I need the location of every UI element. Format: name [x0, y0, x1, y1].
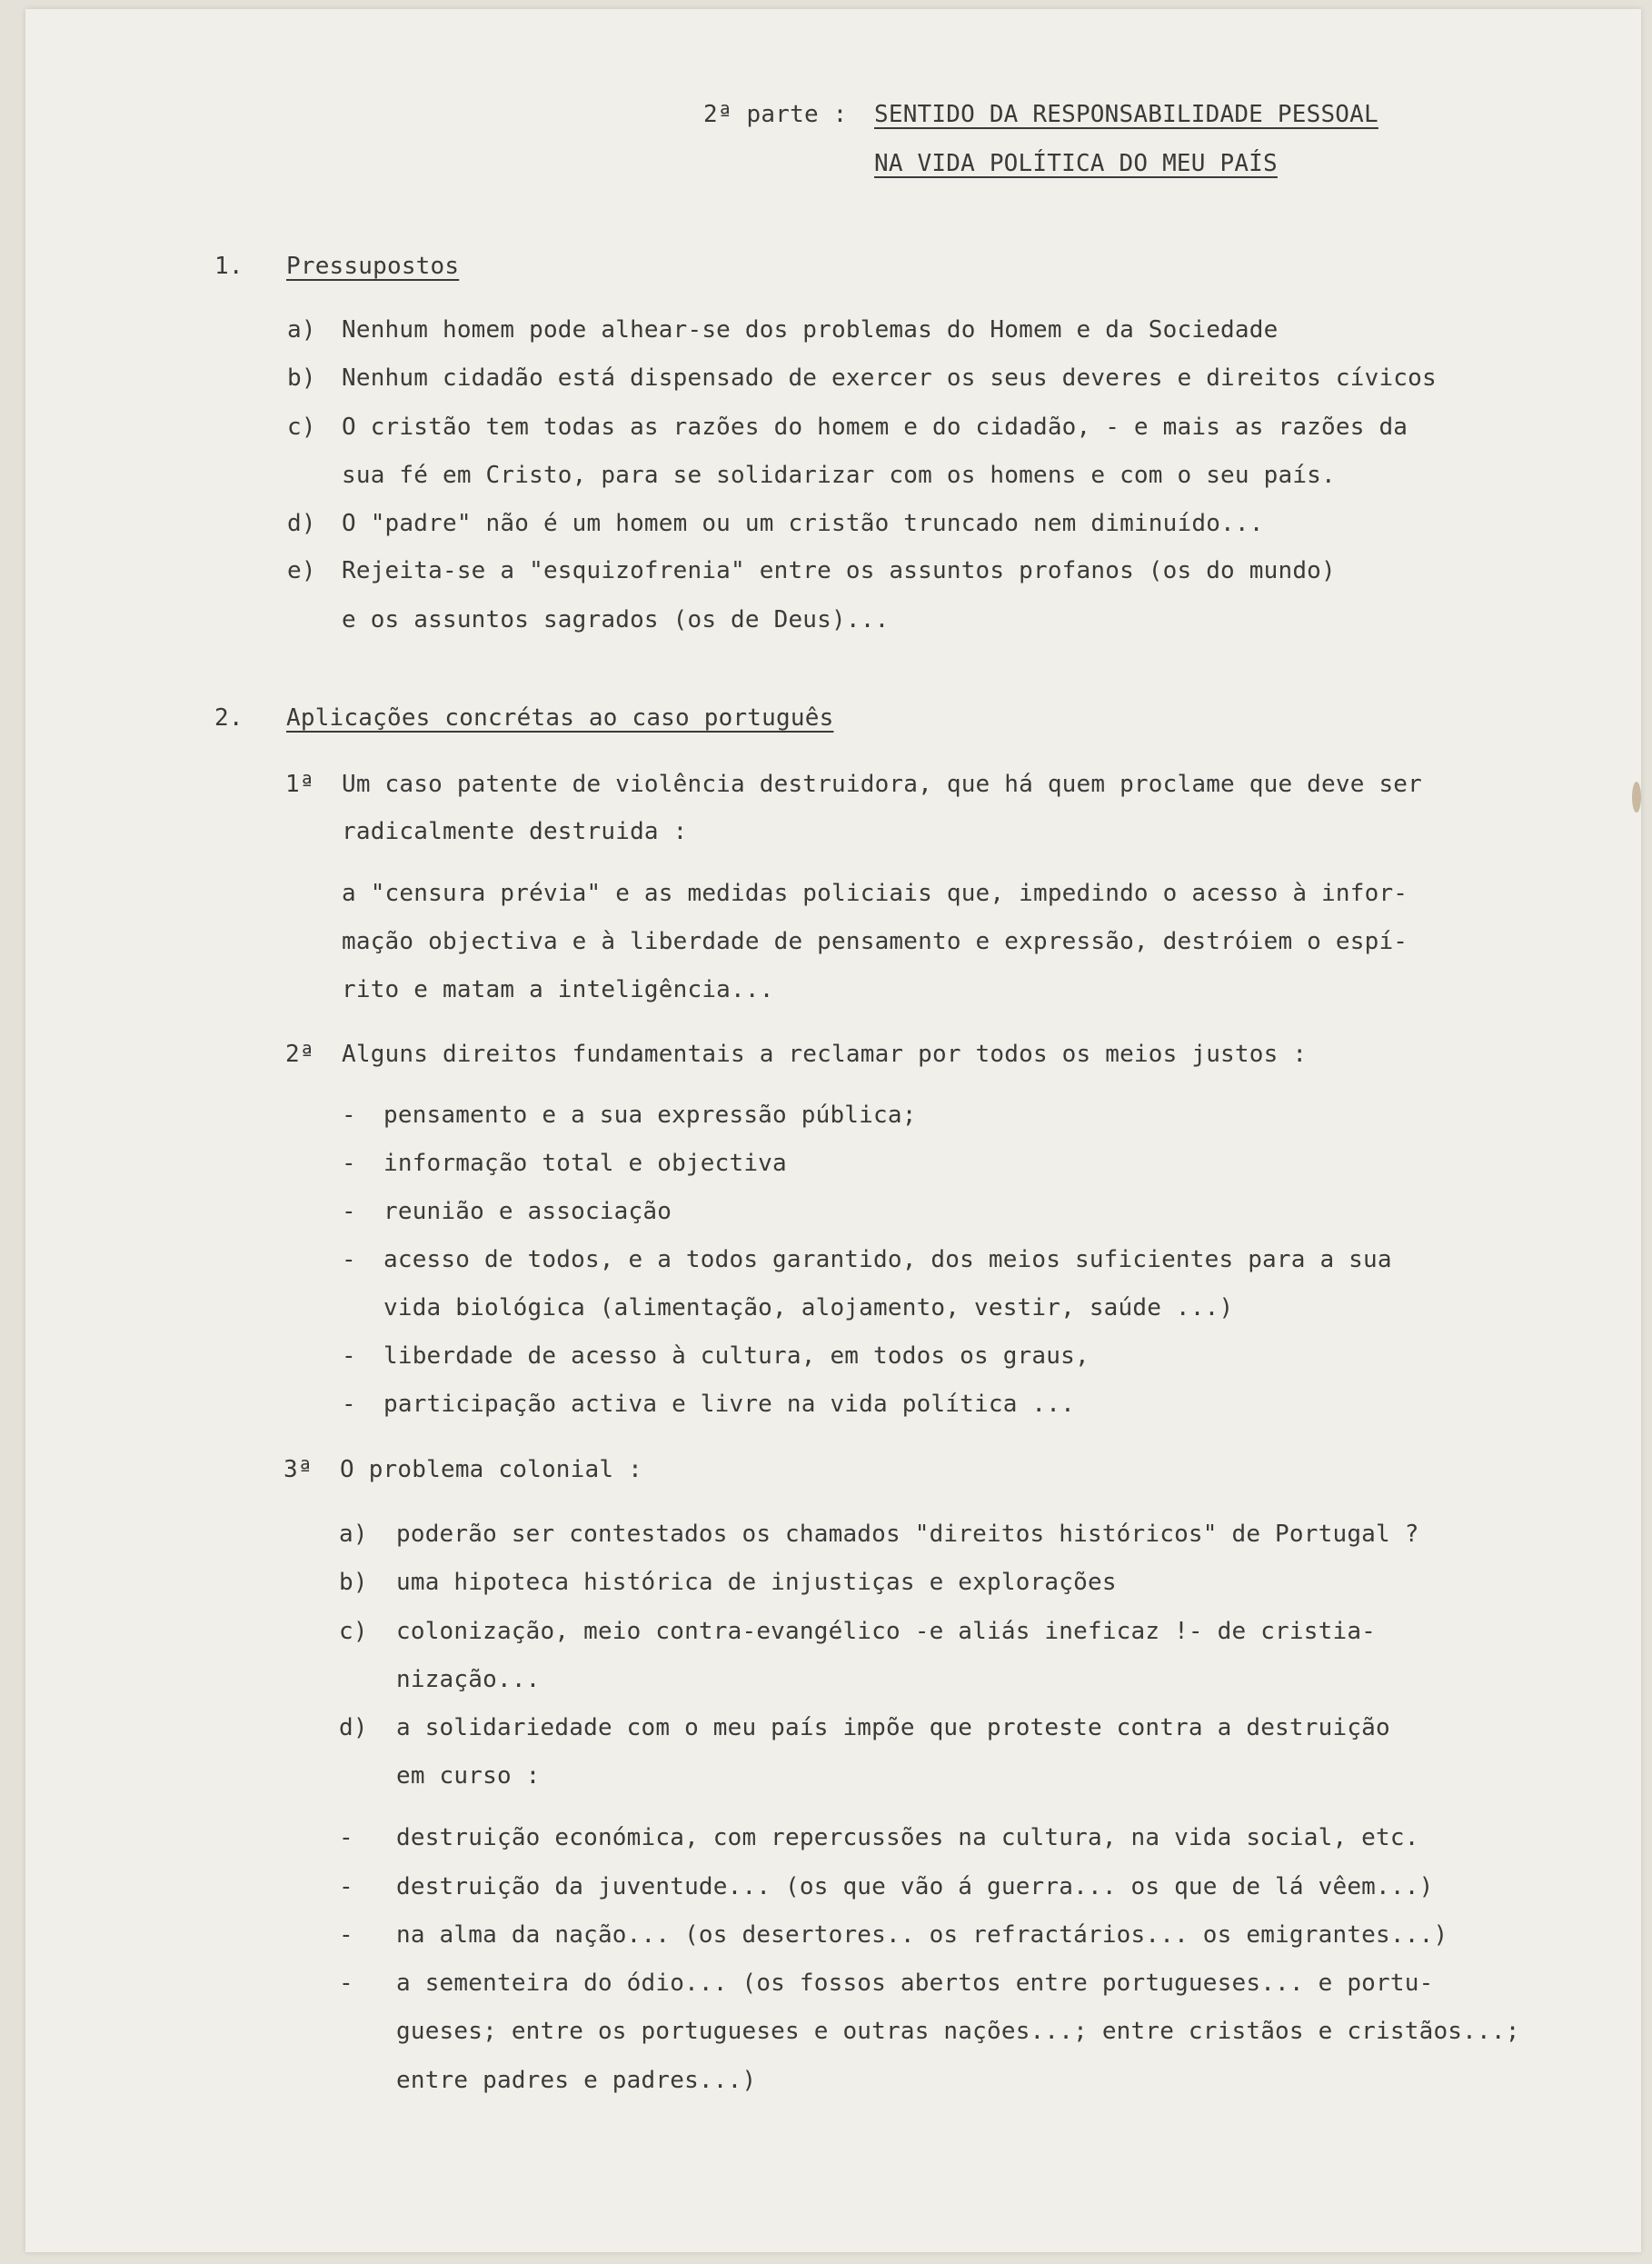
title-line-1: SENTIDO DA RESPONSABILIDADE PESSOAL	[874, 101, 1378, 128]
s2-p3-bullet-4: a sementeira do ódio... (os fossos abertos entre portugueses... e portu-	[396, 1970, 1434, 1997]
s2-p2-text: Alguns direitos fundamentais a reclamar por todos os meios justos :	[342, 1041, 1308, 1068]
s2-p3-bullet-2: destruição da juventude... (os que vão á guerra... os que de lá vêem...)	[396, 1873, 1434, 1900]
s2-p3-item-c-marker: c)	[339, 1618, 368, 1645]
title-line-2: NA VIDA POLÍTICA DO MEU PAÍS	[874, 150, 1278, 177]
s2-p3-item-c-text: colonização, meio contra-evangélico -e aliás ineficaz !- de cristia-	[396, 1618, 1377, 1645]
s2-p3-dash-4: -	[339, 1970, 353, 1997]
s1-item-e-marker: e)	[287, 557, 316, 584]
s2-p2-dash-2: -	[342, 1150, 356, 1177]
s2-p2-bullet-4: acesso de todos, e a todos garantido, dos meios suficientes para a sua	[383, 1246, 1392, 1273]
document-page	[25, 9, 1641, 2252]
s2-p2-dash-3: -	[342, 1198, 356, 1225]
s2-p1-detail-1: a "censura prévia" e as medidas policiais que, impedindo o acesso à infor-	[342, 880, 1408, 907]
s1-item-b-marker: b)	[287, 364, 316, 392]
s2-p1-text: Um caso patente de violência destruidora, que há quem proclame que deve ser	[342, 771, 1422, 798]
s2-p3-item-d-text: a solidariedade com o meu país impõe que proteste contra a destruição	[396, 1714, 1390, 1741]
s2-p3-marker: 3ª	[284, 1456, 313, 1483]
s2-p2-dash-5: -	[342, 1342, 356, 1370]
s1-item-d-text: O "padre" não é um homem ou um cristão truncado nem diminuído...	[342, 510, 1264, 537]
s2-p2-bullet-1: pensamento e a sua expressão pública;	[383, 1102, 917, 1129]
s2-p3-item-a-text: poderão ser contestados os chamados "direitos históricos" de Portugal ?	[396, 1521, 1419, 1548]
s2-p3-dash-2: -	[339, 1873, 353, 1900]
s2-p3-bullet-1: destruição económica, com repercussões na cultura, na vida social, etc.	[396, 1824, 1419, 1851]
s2-p3-item-d-text-cont: em curso :	[396, 1762, 541, 1790]
s1-item-e-text: Rejeita-se a "esquizofrenia" entre os assuntos profanos (os do mundo)	[342, 557, 1336, 584]
s1-item-a-marker: a)	[287, 316, 316, 344]
s2-p2-bullet-4-cont: vida biológica (alimentação, alojamento, vestir, saúde ...)	[383, 1294, 1234, 1321]
s2-p2-dash-1: -	[342, 1102, 356, 1129]
s2-p1-marker: 1ª	[285, 771, 314, 798]
s2-p3-item-b-text: uma hipoteca histórica de injustiças e explorações	[396, 1569, 1117, 1596]
s2-p1-text-cont: radicalmente destruida :	[342, 818, 688, 845]
s2-p2-dash-4: -	[342, 1246, 356, 1273]
s2-p3-bullet-4-cont: gueses; entre os portugueses e outras nações...; entre cristãos e cristãos...;	[396, 2018, 1520, 2045]
s2-p3-item-c-text-cont: nização...	[396, 1666, 541, 1693]
s2-p2-marker: 2ª	[285, 1041, 314, 1068]
s1-item-e-text-cont: e os assuntos sagrados (os de Deus)...	[342, 606, 890, 633]
section-1-title: Pressupostos	[286, 253, 460, 280]
s2-p3-bullet-3: na alma da nação... (os desertores.. os refractários... os emigrantes...)	[396, 1921, 1448, 1949]
s2-p2-bullet-6: participação activa e livre na vida política ...	[383, 1391, 1075, 1418]
s2-p3-item-b-marker: b)	[339, 1569, 368, 1596]
s2-p1-detail-2: mação objectiva e à liberdade de pensamento e expressão, destróiem o espí-	[342, 928, 1408, 955]
s1-item-c-marker: c)	[287, 414, 316, 441]
s2-p3-dash-1: -	[339, 1824, 353, 1851]
s1-item-c-text: O cristão tem todas as razões do homem e do cidadão, - e mais as razões da	[342, 414, 1408, 441]
s1-item-a-text: Nenhum homem pode alhear-se dos problemas do Homem e da Sociedade	[342, 316, 1279, 344]
s2-p3-item-a-marker: a)	[339, 1521, 368, 1548]
s2-p3-dash-3: -	[339, 1921, 353, 1949]
s1-item-c-text-cont: sua fé em Cristo, para se solidarizar com os homens e com o seu país.	[342, 462, 1336, 489]
s2-p3-bullet-4-cont-2: entre padres e padres...)	[396, 2067, 757, 2094]
s1-item-b-text: Nenhum cidadão está dispensado de exercer os seus deveres e direitos cívicos	[342, 364, 1437, 392]
part-label: 2ª parte :	[703, 101, 848, 128]
section-1-number: 1.	[214, 253, 244, 280]
section-2-title: Aplicações concrétas ao caso português	[286, 704, 834, 732]
s1-item-d-marker: d)	[287, 510, 316, 537]
s2-p3-text: O problema colonial :	[340, 1456, 642, 1483]
s2-p2-bullet-2: informação total e objectiva	[383, 1150, 787, 1177]
s2-p2-dash-6: -	[342, 1391, 356, 1418]
section-2-number: 2.	[214, 704, 244, 732]
s2-p3-item-d-marker: d)	[339, 1714, 368, 1741]
s2-p1-detail-3: rito e matam a inteligência...	[342, 976, 774, 1003]
paper-spot	[1632, 782, 1641, 813]
s2-p2-bullet-5: liberdade de acesso à cultura, em todos os graus,	[383, 1342, 1090, 1370]
s2-p2-bullet-3: reunião e associação	[383, 1198, 672, 1225]
